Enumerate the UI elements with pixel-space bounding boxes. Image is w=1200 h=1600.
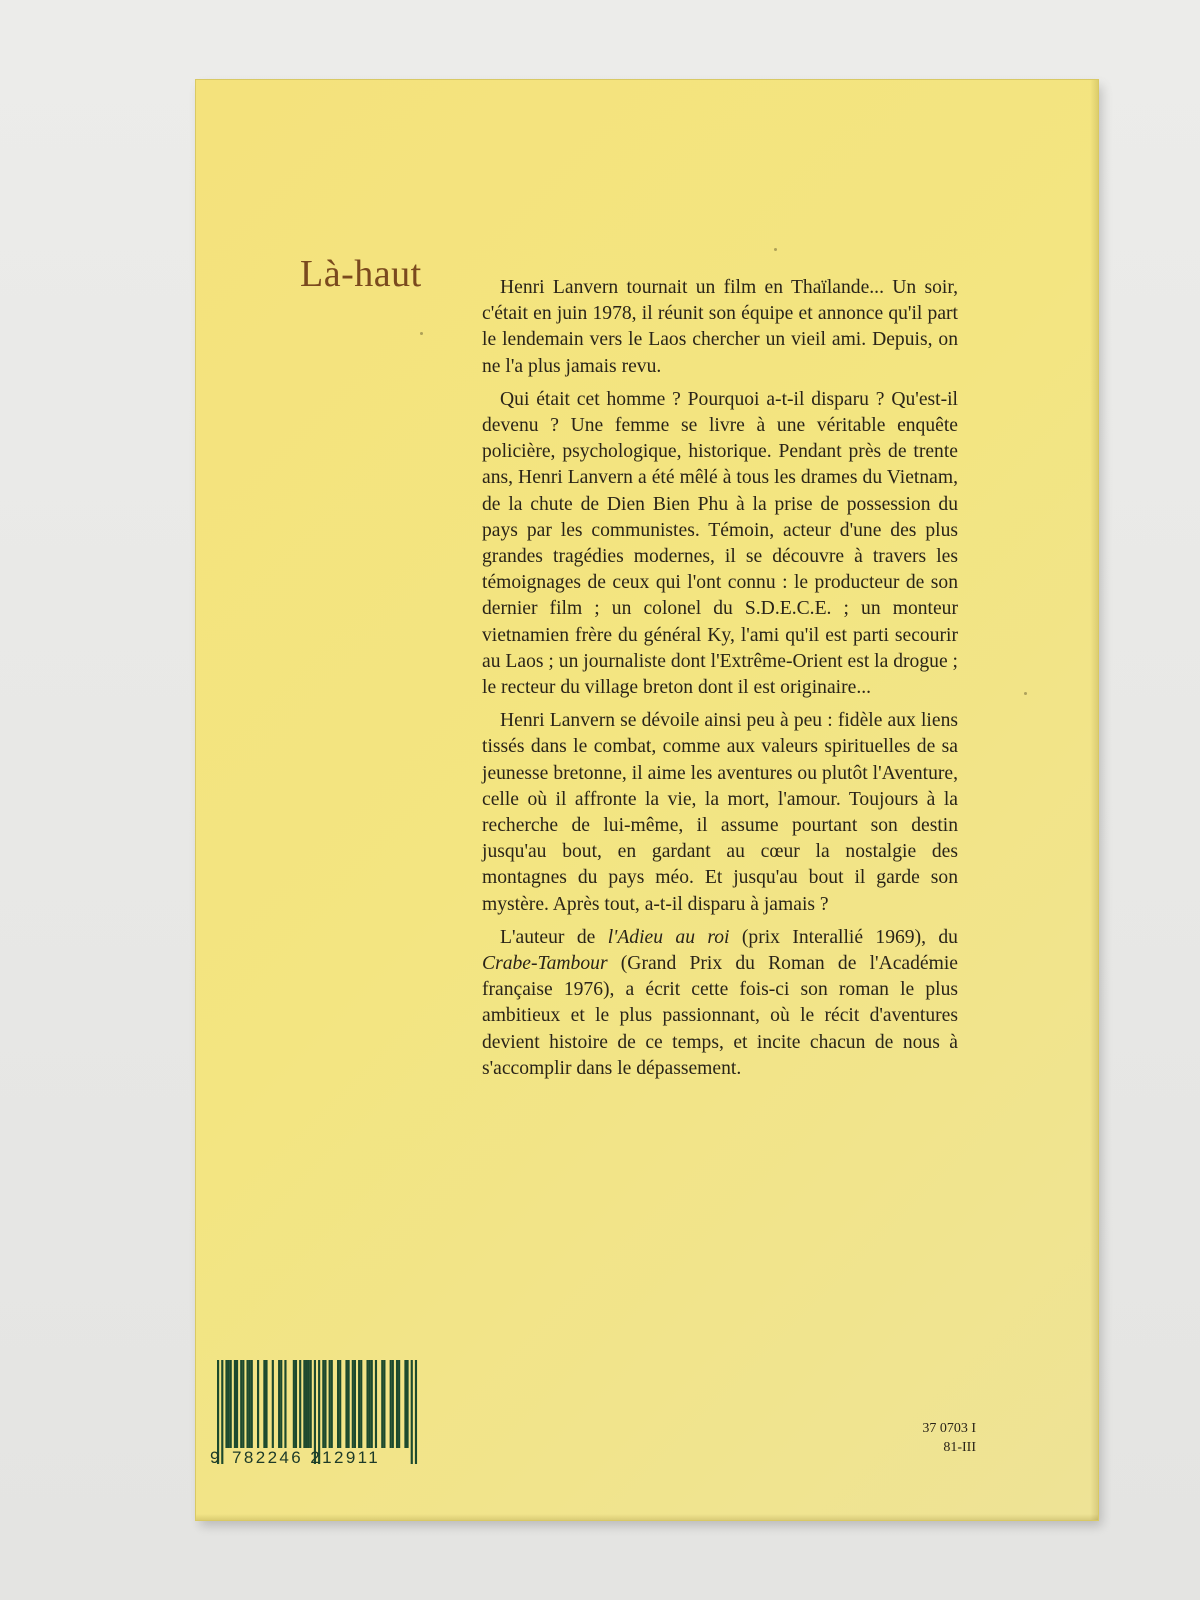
barcode-bar [293, 1360, 295, 1448]
barcode-bar [257, 1360, 259, 1448]
paper-speck [420, 332, 423, 335]
barcode-bar [234, 1360, 236, 1448]
barcode-bar [396, 1360, 398, 1448]
barcode-bar [251, 1360, 253, 1448]
barcode-bar [375, 1360, 377, 1448]
barcode-bar [280, 1360, 282, 1448]
publisher-code-line-1: 37 0703 I [922, 1421, 976, 1436]
book-back-cover [196, 80, 1098, 1520]
barcode-bar [390, 1360, 392, 1448]
isbn-left-group: 782246 [232, 1448, 304, 1467]
barcode-bar [240, 1360, 242, 1448]
barcode-bar [284, 1360, 286, 1448]
barcode-bar [345, 1360, 347, 1448]
barcode-bar [310, 1360, 312, 1448]
barcode-bar [228, 1360, 230, 1448]
paper-speck [774, 248, 777, 251]
book-title: Là-haut [300, 253, 422, 295]
barcode-bar [322, 1360, 324, 1448]
book-reference-adieu-au-roi: l'Adieu au roi [607, 926, 730, 948]
barcode-bar [299, 1360, 301, 1448]
paper-speck [1024, 692, 1027, 695]
barcode-bar [324, 1360, 326, 1448]
barcode-bar [265, 1360, 267, 1448]
barcode-bar [236, 1360, 238, 1448]
barcode-bar [339, 1360, 341, 1448]
barcode-bar [230, 1360, 232, 1448]
barcode-bar [366, 1360, 368, 1448]
barcode-bar [272, 1360, 274, 1448]
barcode-bar [308, 1360, 310, 1448]
barcode-bar [369, 1360, 371, 1448]
barcode-bar [329, 1360, 331, 1448]
publisher-codes [896, 1419, 976, 1457]
barcode-bar [358, 1360, 360, 1448]
barcode-bar [348, 1360, 350, 1448]
barcode-bar [360, 1360, 362, 1448]
barcode-bar [392, 1360, 394, 1448]
blurb-text: L'auteur de [500, 926, 608, 948]
isbn-right-group: 212911 [310, 1448, 381, 1467]
book-reference-crabe-tambour: Crabe-Tambour [482, 953, 608, 975]
blurb-paragraph-2: Qui était cet homme ? Pourquoi a-t-il disparu ? Qu'est-il devenu ? Une femme se livre à une véritable enquête policière, psychologique, historique. Pendant près de trente ans, Henri Lanvern a été mêlé à tous les drames du Vietnam, de la chute de Dien Bien Phu à la prise de possession du pays par les communistes. Témoin, acteur d'une des plus grandes tragédies modernes, il se découvre à travers les témoignages de ceux qui l'ont connu : le producteur de son dernier film ; un colonel du S.D.E.C.E. ; un monteur vietnamien frère du général Ky, l'ami qu'il est parti secourir au Laos ; un journaliste dont l'Extrême-Orient est la drogue ; le recteur du village breton dont il est originaire... [482, 388, 958, 699]
barcode-bar [263, 1360, 265, 1448]
cover-bottom-edge [196, 1514, 1098, 1520]
barcode-bar [398, 1360, 400, 1448]
barcode-bar [381, 1360, 383, 1448]
blurb-paragraph-4 [482, 925, 958, 1082]
back-cover-blurb [482, 275, 958, 1089]
blurb-text: (prix Interallié 1969), du [729, 926, 958, 948]
barcode-bar [305, 1360, 307, 1448]
blurb-text: (Grand Prix du Roman de l'Académie française 1976), a écrit cette fois-ci son roman le plus ambitieux et le plus passionnant, où le récit d'aventures devient histoire de ce temps, et incite chacun de nous à s'accomplir dans le dépassement. [482, 953, 958, 1079]
barcode-bar [303, 1360, 305, 1448]
publisher-code-line-2: 81-III [943, 1440, 976, 1455]
barcode-bar [383, 1360, 385, 1448]
barcode-bar [337, 1360, 339, 1448]
barcode-bar [331, 1360, 333, 1448]
barcode-bar [406, 1360, 408, 1448]
blurb-paragraph-3: Henri Lanvern se dévoile ainsi peu à peu : fidèle aux liens tissés dans le combat, comme aux valeurs spirituelles de sa jeunesse bretonne, il aime les aventures ou plutôt l'Aventure, celle où il affronte la vie, la mort, l'amour. Toujours à la recherche de lui-même, il assume pourtant son destin jusqu'au bout, en gardant au cœur la nostalgie des montagnes du pays méo. Et jusqu'au bout il garde son mystère. Après tout, a-t-il disparu à jamais ? [482, 710, 958, 915]
cover-right-edge [1090, 80, 1098, 1520]
barcode-bar [278, 1360, 280, 1448]
barcode-bar [404, 1360, 406, 1448]
barcode-bar [225, 1360, 227, 1448]
barcode-bar [295, 1360, 297, 1448]
barcode-bar [242, 1360, 244, 1448]
barcode-bar [352, 1360, 354, 1448]
isbn-first-digit: 9 [210, 1448, 222, 1467]
barcode-bar [371, 1360, 373, 1448]
isbn-number [210, 1448, 426, 1468]
barcode-bar [246, 1360, 248, 1448]
barcode-bar [249, 1360, 251, 1448]
blurb-paragraph-1: Henri Lanvern tournait un film en Thaïlande... Un soir, c'était en juin 1978, il réunit son équipe et annonce qu'il part le lendemain vers le Laos chercher un vieil ami. Depuis, on ne l'a plus jamais revu. [482, 277, 958, 377]
barcode-bar [354, 1360, 356, 1448]
